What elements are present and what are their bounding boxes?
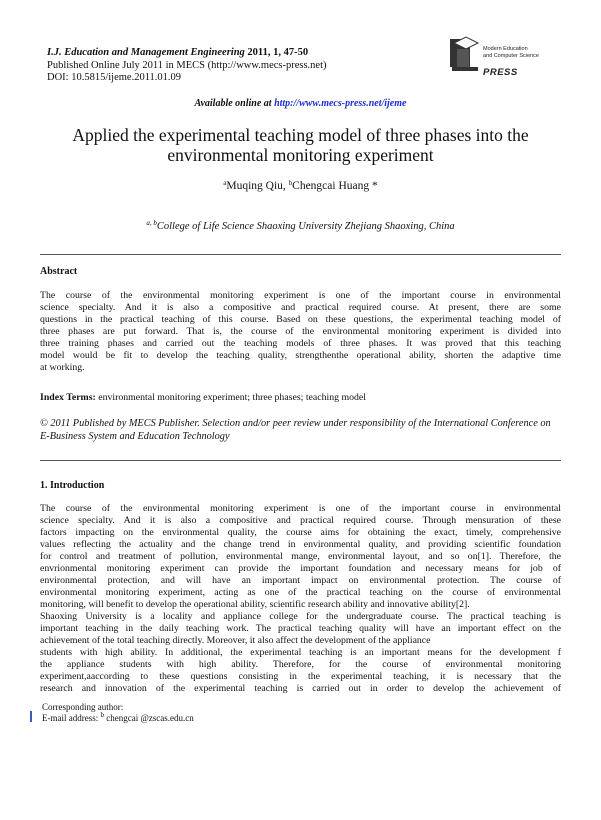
author-qiu: Muqing Qiu, <box>226 180 289 192</box>
text-line: three phases are put forward. That is, the course of the environmental monitoring experiment is divided into <box>40 326 561 337</box>
journal-header <box>47 47 327 85</box>
introduction-heading: 1. Introduction <box>40 480 105 491</box>
text-line: at working. <box>40 362 85 373</box>
text-line: Shaoxing University is a locality and appliance college for the undergraduate course. The practical teaching is <box>40 611 561 622</box>
doi-line: DOI: 10.5815/ijeme.2011.01.09 <box>47 72 182 83</box>
journal-name: I.J. Education and Management Engineering <box>47 47 245 58</box>
text-line: monitoring, will benefit to develop the operational ability, scientific research ability and innovative ability[2]. <box>40 599 470 610</box>
text-line: model would be fit to develop the teaching quality, strengthenthe operational ability, shorten the adaptive time <box>40 350 561 361</box>
text-line: questions in the practical teaching of this course. Based on these questions, the experimental teaching model of <box>40 314 561 325</box>
available-online: Available online at http://www.mecs-press.net/ijeme <box>194 98 407 109</box>
journal-citation <box>47 47 327 60</box>
text-line: students with high ability. In additional, the experimental teaching is an important means for the development f <box>40 647 561 658</box>
text-line: science specialty. And it is also a compositive and practical required course. At present, there are some <box>40 302 561 313</box>
author-email: E-mail address: $^b$ chengcai @zscas.edu.cn <box>42 711 194 723</box>
text-line: experiment,aaccording to these questions consisting in the experimental teaching, it is necessary that the <box>40 671 561 682</box>
text-line: science specialty. And it is also a compositive and practical required course. Through mensuration of these <box>40 515 561 526</box>
abstract-body <box>40 290 561 374</box>
text-line: factors impacting on the environmental quality, the course aims for obtaining the exact, timely, comprehensive <box>40 527 561 538</box>
text-line: The course of the environmental monitoring experiment is one of the important course in environmental <box>40 290 561 301</box>
published-line: Published Online July 2011 in MECS (http://www.mecs-press.net) <box>47 59 327 71</box>
text-line: important teaching in the daily teaching work. The practical teaching quality will have an important effect on the <box>40 623 561 634</box>
authors: $^a$Muqing Qiu, $^b$Chengcai Huang * <box>223 179 378 192</box>
journal-url-link[interactable]: http://www.mecs-press.net/ijeme <box>274 98 407 109</box>
logo-press: PRESS <box>483 67 518 78</box>
text-line: the appliance students with high ability. Therefore, for the course of environmental monitoring <box>40 659 561 670</box>
text-line: environmental protection, and will have an important impact on environmental protection. The course of <box>40 575 561 586</box>
text-line: research and innovation of the experimental teaching is carried out in order to develop the achievement of <box>40 683 561 694</box>
text-line: environmental monitoring experiment, acting as one of the practical teaching on the course of environmental <box>40 587 561 598</box>
footnote-marker <box>30 711 32 722</box>
corresponding-author: Corresponding author: E-mail address: $^b$ chengcai @zscas.edu.cn <box>42 702 194 723</box>
affiliation: $^{a, b}$College of Life Science Shaoxing University Zhejiang Shaoxing, China <box>146 219 455 232</box>
divider-bottom <box>40 460 561 461</box>
journal-volume: 2011, 1, 47-50 <box>247 47 309 58</box>
logo-wordmark: Modern Education and Computer Science <box>483 46 539 59</box>
introduction-body <box>40 503 561 695</box>
divider-top <box>40 254 561 255</box>
copyright-notice: © 2011 Published by MECS Publisher. Selection and/or peer review under responsibility of the International Conference on E-Business System and Education Technology <box>40 418 551 442</box>
text-line: three training phases and carried out the teaching models of three phases. It was proved that this teaching <box>40 338 561 349</box>
text-line: envrionmental monitoring experiment can provide the important foundation and necessary means for job of <box>40 563 561 574</box>
text-line: The course of the environmental monitoring experiment is one of the important course in environmental <box>40 503 561 514</box>
author-huang: Chengcai Huang * <box>292 180 378 192</box>
abstract-heading: Abstract <box>40 266 78 277</box>
text-line: values reflecting the actuality and the change trend in environmental quality, and providing scientific foundation <box>40 539 561 550</box>
index-terms: Index Terms: environmental monitoring experiment; three phases; teaching model <box>40 392 366 403</box>
text-line: achievement of the total teaching directly. Moreover, it also affect the development of the appliance <box>40 635 431 646</box>
paper-title: Applied the experimental teaching model of three phases into the environmental monitoring experiment <box>72 125 529 165</box>
text-line: for control and treatment of pollution, environmental mange, environmental layout, and so on[1]. Therefore, the <box>40 551 561 562</box>
